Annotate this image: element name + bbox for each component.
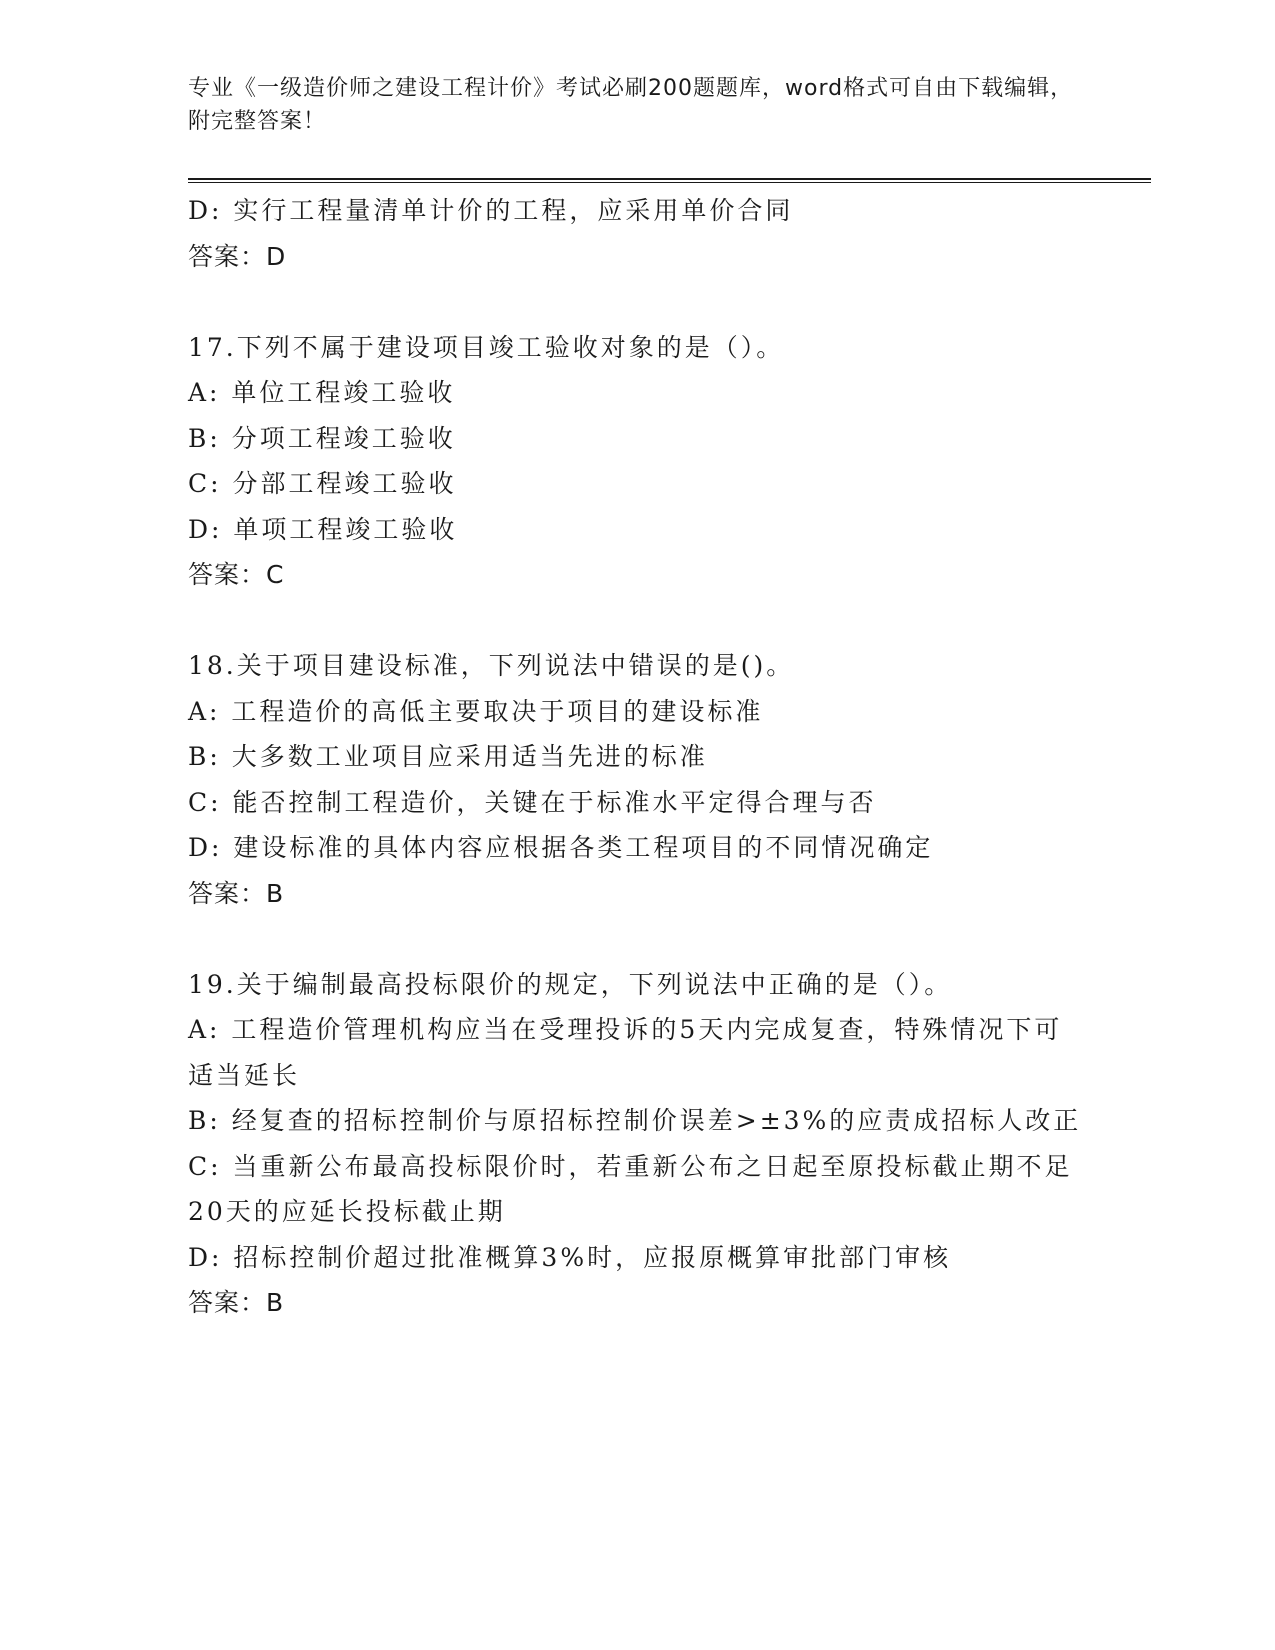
option-a: A: 单位工程竣工验收	[188, 378, 456, 407]
question-stem: 17.下列不属于建设项目竣工验收对象的是（）。	[188, 332, 785, 362]
option-b: B: 分项工程竣工验收	[188, 423, 456, 453]
option-a: A: 工程造价管理机构应当在受理投诉的5天内完成复查，特殊情况下可适当延长	[188, 1015, 1063, 1090]
question-18	[188, 643, 1088, 916]
question-19	[188, 962, 1088, 1326]
question-list	[188, 188, 1088, 1326]
header-divider	[188, 178, 1151, 183]
option-d: D: 招标控制价超过批准概算3%时，应报原概算审批部门审核	[188, 1242, 952, 1272]
question-stem: 19.关于编制最高投标限价的规定，下列说法中正确的是（）。	[188, 969, 953, 999]
option-c: C: 分部工程竣工验收	[188, 469, 457, 498]
prev-option-d: D: 实行工程量清单计价的工程，应采用单价合同	[188, 196, 794, 225]
question-17	[188, 325, 1088, 598]
option-d: D: 建设标准的具体内容应根据各类工程项目的不同情况确定	[188, 833, 934, 862]
option-d: D: 单项工程竣工验收	[188, 514, 458, 544]
question-stem: 18.关于项目建设标准，下列说法中错误的是()。	[188, 651, 795, 680]
answer: 答案：B	[188, 1288, 285, 1317]
option-a: A: 工程造价的高低主要取决于项目的建设标准	[188, 696, 764, 726]
option-c: C: 当重新公布最高投标限价时，若重新公布之日起至原投标截止期不足20天的应延长投标截止期	[188, 1151, 1073, 1226]
document-header: 专业《一级造价师之建设工程计价》考试必刷200题题库，word格式可自由下载编辑，附完整答案！	[188, 76, 1074, 134]
spacer	[188, 598, 1088, 644]
answer: 答案：B	[188, 878, 285, 908]
spacer	[188, 279, 1088, 325]
answer: 答案：C	[188, 560, 285, 589]
option-b: B: 大多数工业项目应采用适当先进的标准	[188, 742, 708, 771]
option-b: B: 经复查的招标控制价与原招标控制价误差>±3%的应责成招标人改正	[188, 1106, 1082, 1135]
spacer	[188, 916, 1088, 962]
option-c: C: 能否控制工程造价，关键在于标准水平定得合理与否	[188, 787, 877, 817]
prev-answer: 答案：D	[188, 241, 287, 271]
